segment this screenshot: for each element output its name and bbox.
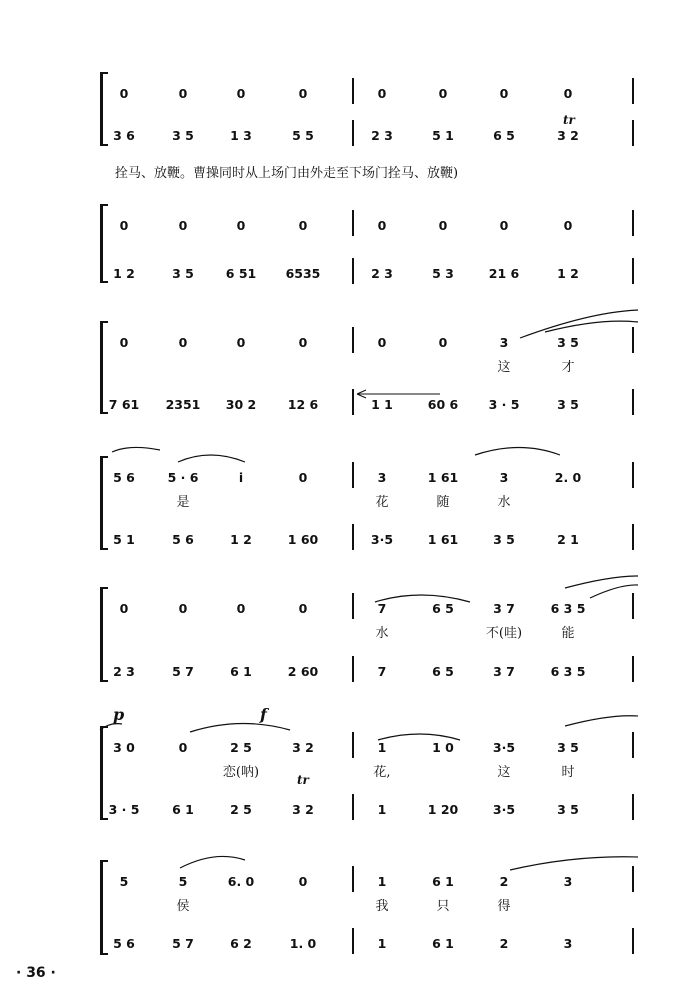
lyric-text: 这: [497, 764, 511, 780]
notation-cell: 6 1: [432, 935, 454, 951]
notation-cell: 5 6: [113, 935, 135, 951]
lyric-text: 时: [561, 764, 575, 780]
notation-cell: 6 5: [493, 127, 515, 143]
notation-cell: 3 5: [557, 739, 579, 755]
notation-cell: 6. 0: [227, 873, 255, 889]
stage-direction-text: 拴马、放鞭。曹操同时从上场门由外走至下场门拴马、放鞭): [115, 166, 459, 181]
lyric-text: 是: [176, 494, 190, 510]
voice-row-lower: [0, 524, 690, 554]
notation-cell: 21 6: [488, 265, 520, 281]
notation-cell: 0: [236, 217, 246, 233]
notation-cell: 2 3: [371, 127, 393, 143]
system-bracket-cap: [100, 587, 108, 589]
trill-mark: tr: [563, 113, 575, 127]
notation-cell: 0: [119, 85, 129, 101]
notation-cell: 0: [438, 217, 448, 233]
notation-cell: 6 5: [432, 663, 454, 679]
notation-cell: 0: [499, 217, 509, 233]
notation-cell: 3·5: [492, 739, 516, 755]
notation-cell: 1 61: [427, 531, 459, 547]
notation-cell: 6 51: [225, 265, 257, 281]
notation-cell: 0: [563, 85, 573, 101]
dynamic-mark-p: p: [113, 705, 125, 724]
notation-cell: 5 1: [432, 127, 454, 143]
notation-cell: 0: [438, 85, 448, 101]
lyric-text: 这: [497, 359, 511, 375]
lyrics-row: [0, 354, 690, 376]
notation-cell: 5 7: [172, 663, 194, 679]
notation-cell: 3: [563, 873, 573, 889]
notation-cell: 6 3 5: [550, 663, 586, 679]
notation-cell: 0: [236, 85, 246, 101]
notation-cell: 3 7: [493, 600, 515, 616]
notation-cell: 5: [119, 873, 129, 889]
notation-cell: 0: [298, 600, 308, 616]
notation-cell: 5 7: [172, 935, 194, 951]
voice-row-lower: [0, 928, 690, 958]
notation-cell: 3: [499, 469, 509, 485]
notation-cell: 3·5: [370, 531, 394, 547]
notation-cell: 3 2: [292, 801, 314, 817]
notation-cell: 0: [563, 217, 573, 233]
lyric-text: 花: [375, 494, 389, 510]
notation-cell: 60 6: [427, 396, 459, 412]
notation-cell: 3·5: [492, 801, 516, 817]
trill-mark: tr: [297, 773, 309, 787]
notation-cell: 3: [563, 935, 573, 951]
notation-cell: 3: [499, 334, 509, 350]
voice-row-upper: [0, 327, 690, 357]
notation-cell: 0: [236, 334, 246, 350]
notation-cell: 5 6: [172, 531, 194, 547]
system-bracket-cap: [100, 456, 108, 458]
notation-cell: 6 1: [432, 873, 454, 889]
notation-cell: 5 1: [113, 531, 135, 547]
notation-cell: 1 1: [371, 396, 393, 412]
notation-cell: 0: [236, 600, 246, 616]
notation-cell: 3 5: [557, 396, 579, 412]
notation-cell: 3 · 5: [108, 801, 140, 817]
notation-cell: 1 61: [427, 469, 459, 485]
lyric-text: 侯: [176, 898, 190, 914]
voice-row-lower: [0, 656, 690, 686]
dynamic-mark-f: f: [260, 705, 267, 724]
notation-cell: 1. 0: [289, 935, 317, 951]
notation-cell: 1 2: [557, 265, 579, 281]
system-bracket-cap: [100, 72, 108, 74]
notation-cell: 7 61: [108, 396, 140, 412]
notation-cell: 1 60: [287, 531, 319, 547]
notation-cell: 0: [178, 85, 188, 101]
notation-cell: 2 3: [371, 265, 393, 281]
lyric-text: 水: [497, 494, 511, 510]
lyric-text: 能: [561, 625, 575, 641]
notation-cell: 1: [377, 801, 387, 817]
notation-cell: 1: [377, 935, 387, 951]
notation-cell: 2: [499, 873, 509, 889]
system-bracket-cap: [100, 726, 108, 728]
notation-cell: 0: [298, 334, 308, 350]
notation-cell: 3 · 5: [488, 396, 520, 412]
notation-cell: 5 6: [113, 469, 135, 485]
notation-cell: 3: [377, 469, 387, 485]
system-bracket-cap: [100, 321, 108, 323]
notation-cell: 7: [377, 600, 387, 616]
notation-cell: 1: [377, 739, 387, 755]
lyric-text: 我: [375, 898, 389, 914]
page-number: · 36 ·: [16, 965, 56, 981]
voice-row-lower: [0, 794, 690, 824]
notation-cell: 6 3 5: [550, 600, 586, 616]
notation-cell: i: [238, 469, 244, 485]
notation-cell: 2 5: [230, 801, 252, 817]
notation-cell: 0: [119, 600, 129, 616]
voice-row-upper: [0, 78, 690, 108]
notation-cell: 1 3: [230, 127, 252, 143]
lyrics-row: [0, 620, 690, 642]
notation-cell: 0: [499, 85, 509, 101]
lyrics-row: [0, 893, 690, 915]
notation-cell: 3 5: [557, 334, 579, 350]
notation-cell: 0: [438, 334, 448, 350]
notation-cell: 6 5: [432, 600, 454, 616]
lyric-text: 水: [375, 625, 389, 641]
notation-cell: 2 60: [287, 663, 319, 679]
notation-cell: 2. 0: [554, 469, 582, 485]
voice-row-upper: [0, 866, 690, 896]
notation-cell: 0: [377, 334, 387, 350]
notation-cell: 30 2: [225, 396, 257, 412]
notation-cell: 1 2: [230, 531, 252, 547]
notation-cell: 2351: [165, 396, 201, 412]
notation-cell: 1 2: [113, 265, 135, 281]
notation-cell: 5 · 6: [167, 469, 199, 485]
system-bracket-cap: [100, 204, 108, 206]
notation-cell: 0: [298, 469, 308, 485]
notation-cell: 0: [298, 85, 308, 101]
lyrics-row: [0, 759, 690, 781]
notation-cell: 0: [178, 600, 188, 616]
notation-cell: 3 6: [113, 127, 135, 143]
notation-cell: 2 5: [230, 739, 252, 755]
voice-row-upper: [0, 732, 690, 762]
notation-cell: 7: [377, 663, 387, 679]
lyric-text: 只: [436, 898, 450, 914]
notation-cell: 0: [119, 334, 129, 350]
voice-row-upper: [0, 462, 690, 492]
voice-row-upper: [0, 593, 690, 623]
notation-cell: 0: [178, 739, 188, 755]
notation-cell: 3 5: [557, 801, 579, 817]
notation-cell: 3 0: [113, 739, 135, 755]
lyric-text: 随: [436, 494, 450, 510]
notation-cell: 3 2: [557, 127, 579, 143]
notation-cell: 3 5: [172, 265, 194, 281]
notation-cell: 0: [178, 334, 188, 350]
voice-row-lower: [0, 120, 690, 150]
notation-cell: 6535: [285, 265, 321, 281]
notation-cell: 0: [119, 217, 129, 233]
notation-cell: 1: [377, 873, 387, 889]
notation-cell: 3 5: [172, 127, 194, 143]
notation-cell: 2: [499, 935, 509, 951]
notation-cell: 1 0: [432, 739, 454, 755]
notation-cell: 1 20: [427, 801, 459, 817]
voice-row-lower: [0, 389, 690, 419]
system-bracket-cap: [100, 860, 108, 862]
lyrics-row: [0, 489, 690, 511]
voice-row-lower: [0, 258, 690, 288]
notation-cell: 5 3: [432, 265, 454, 281]
notation-cell: 5: [178, 873, 188, 889]
notation-cell: 0: [298, 217, 308, 233]
notation-cell: 5 5: [292, 127, 314, 143]
voice-row-upper: [0, 210, 690, 240]
lyric-text: 得: [497, 898, 511, 914]
notation-cell: 2 1: [557, 531, 579, 547]
notation-cell: 2 3: [113, 663, 135, 679]
lyric-text: 花,: [373, 764, 391, 780]
lyric-text: 不(哇): [485, 625, 523, 641]
notation-cell: 12 6: [287, 396, 319, 412]
notation-cell: 3 7: [493, 663, 515, 679]
lyric-text: 恋(呐): [222, 764, 260, 780]
notation-cell: 0: [298, 873, 308, 889]
notation-cell: 6 2: [230, 935, 252, 951]
notation-cell: 3 2: [292, 739, 314, 755]
notation-cell: 3 5: [493, 531, 515, 547]
notation-cell: 0: [377, 85, 387, 101]
notation-cell: 0: [377, 217, 387, 233]
notation-cell: 0: [178, 217, 188, 233]
notation-cell: 6 1: [230, 663, 252, 679]
lyric-text: 才: [561, 359, 575, 375]
notation-cell: 6 1: [172, 801, 194, 817]
